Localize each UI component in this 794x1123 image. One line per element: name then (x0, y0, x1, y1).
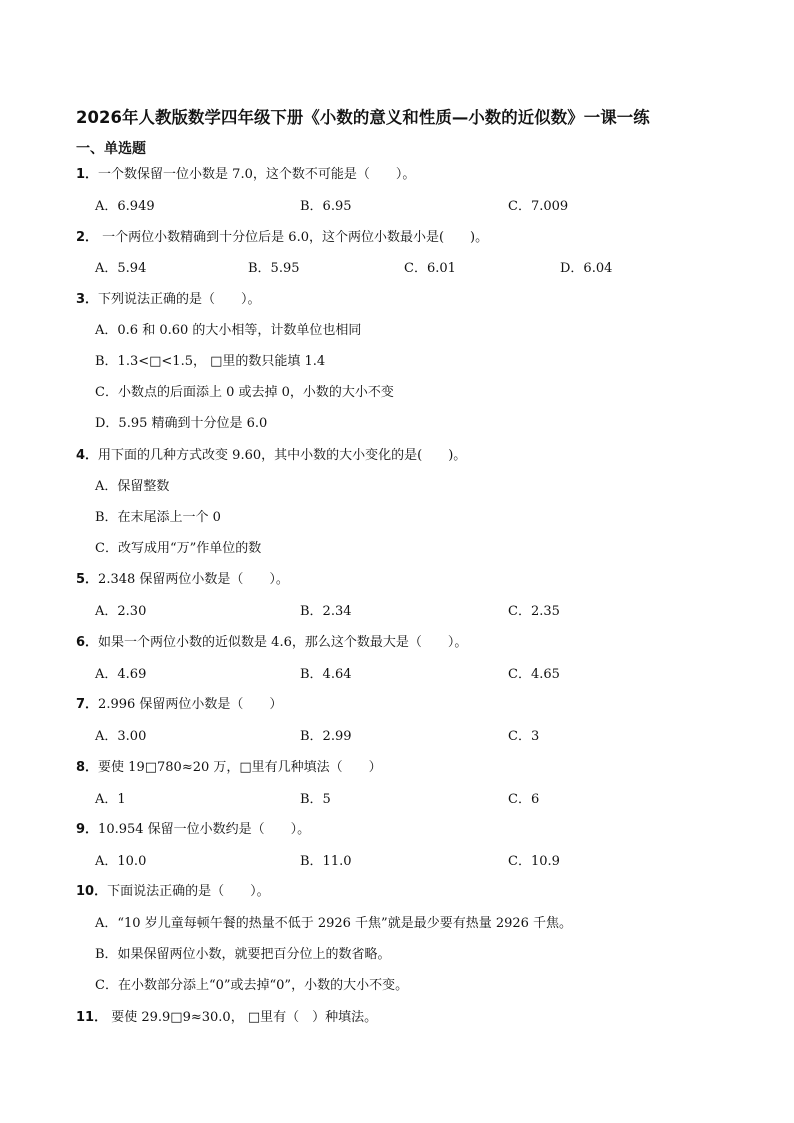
option-b: B．2.99 (300, 729, 352, 744)
option-c: C．7.009 (508, 199, 569, 214)
option-b: B．1.3<□<1.5， □里的数只能填 1.4 (95, 354, 326, 369)
option-a: A．2.30 (95, 604, 147, 619)
question-5 (76, 571, 289, 589)
question-9 (76, 821, 310, 839)
question-text: 要使 19□780≈20 万，□里有几种填法（ ） (98, 760, 382, 775)
question-text: 10.954 保留一位小数约是（ ）。 (98, 822, 311, 837)
question-text: 下列说法正确的是（ ）。 (98, 292, 261, 307)
section-heading: 一、单选题 (76, 141, 146, 157)
option-a: A．1 (95, 792, 126, 807)
option-b: B．5.95 (248, 261, 300, 276)
question-4 (76, 447, 466, 465)
option-b: B．在末尾添上一个 0 (95, 510, 221, 525)
option-a: A．4.69 (95, 667, 147, 682)
question-text: 如果一个两位小数的近似数是 4.6，那么这个数最大是（ ）。 (98, 635, 468, 650)
question-number: 8． (76, 760, 99, 775)
question-number: 7． (76, 697, 99, 712)
question-11 (76, 1009, 377, 1027)
option-c: C．4.65 (508, 667, 560, 682)
question-text: 要使 29.9□9≈30.0， □里有（ ）种填法。 (107, 1010, 378, 1025)
option-b: B．2.34 (300, 604, 352, 619)
question-text: 一个两位小数精确到十分位后是 6.0，这个两位小数最小是( )。 (98, 230, 489, 245)
option-c: C．在小数部分添上“0”或去掉“0”，小数的大小不变。 (95, 978, 409, 993)
question-number: 9． (76, 822, 99, 837)
option-a: A．5.94 (95, 261, 147, 276)
option-c: C．10.9 (508, 854, 560, 869)
question-text: 2.348 保留两位小数是（ ）。 (98, 572, 289, 587)
question-7 (76, 696, 282, 714)
option-b: B．11.0 (300, 854, 352, 869)
question-number: 5． (76, 572, 99, 587)
option-b: B．如果保留两位小数，就要把百分位上的数省略。 (95, 947, 391, 962)
option-c: C．3 (508, 729, 540, 744)
question-text: 下面说法正确的是（ ）。 (107, 884, 270, 899)
option-c: C．小数点的后面添上 0 或去掉 0，小数的大小不变 (95, 385, 394, 400)
question-number: 4． (76, 448, 99, 463)
option-a: A．3.00 (95, 729, 147, 744)
option-c: C．改写成用“万”作单位的数 (95, 541, 262, 556)
option-b: B．5 (300, 792, 331, 807)
option-a: A．“10 岁儿童每顿午餐的热量不低于 2926 千焦”就是最少要有热量 2926 千焦。 (95, 916, 573, 931)
option-c: C．6.01 (404, 261, 456, 276)
question-text: 用下面的几种方式改变 9.60，其中小数的大小变化的是( )。 (98, 448, 467, 463)
option-b: B．4.64 (300, 667, 352, 682)
option-a: A．10.0 (95, 854, 147, 869)
option-c: C．6 (508, 792, 540, 807)
question-number: 2． (76, 230, 99, 245)
option-b: B．6.95 (300, 199, 352, 214)
question-text: 2.996 保留两位小数是（ ） (98, 697, 283, 712)
option-a: A．6.949 (95, 199, 155, 214)
question-text: 一个数保留一位小数是 7.0，这个数不可能是（ ）。 (98, 167, 416, 182)
question-1 (76, 166, 415, 184)
question-number: 11． (76, 1010, 108, 1025)
option-d: D．6.04 (560, 261, 613, 276)
question-number: 10． (76, 884, 108, 899)
question-number: 1． (76, 167, 99, 182)
question-6 (76, 634, 467, 652)
question-8 (76, 759, 382, 777)
option-a: A．保留整数 (95, 479, 170, 494)
question-number: 3． (76, 292, 99, 307)
question-10 (76, 883, 270, 901)
question-number: 6． (76, 635, 99, 650)
option-c: C．2.35 (508, 604, 560, 619)
option-d: D．5.95 精确到十分位是 6.0 (95, 416, 268, 431)
question-3 (76, 291, 261, 309)
question-2 (76, 229, 488, 247)
page-title: 2026年人教版数学四年级下册《小数的意义和性质—小数的近似数》一课一练 (76, 108, 650, 127)
option-a: A．0.6 和 0.60 的大小相等，计数单位也相同 (95, 323, 362, 338)
